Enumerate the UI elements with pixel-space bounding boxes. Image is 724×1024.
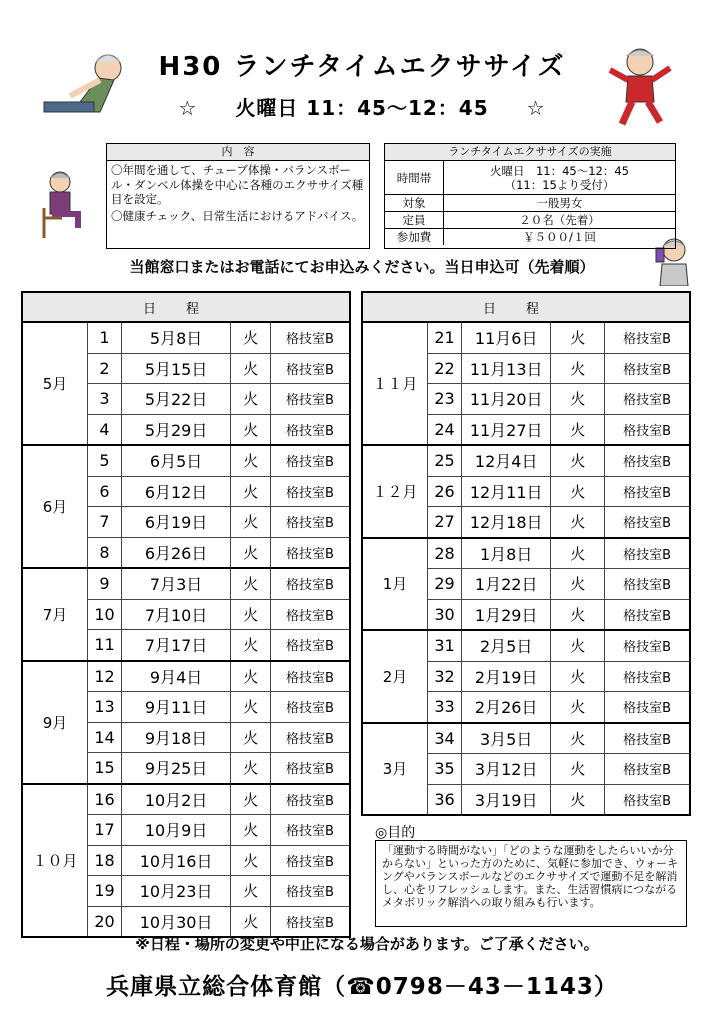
content-line: 〇健康チェック、日常生活におけるアドバイス。 xyxy=(111,208,364,223)
session-room: 格技室B xyxy=(271,322,350,353)
session-number: 31 xyxy=(428,630,462,661)
schedule-row xyxy=(22,784,350,815)
page-title: H30 ランチタイムエクササイズ xyxy=(158,52,566,82)
impl-value: ￥５００/１回 xyxy=(444,229,676,246)
session-number: 9 xyxy=(88,568,122,599)
impl-value: 一般男女 xyxy=(444,195,676,212)
session-weekday: 火 xyxy=(231,568,271,599)
impl-value: ２０名（先着） xyxy=(444,212,676,229)
session-weekday: 火 xyxy=(231,906,271,937)
session-number: 17 xyxy=(88,815,122,846)
star-icon: ☆ xyxy=(178,96,198,120)
session-weekday: 火 xyxy=(231,353,271,384)
session-weekday: 火 xyxy=(551,476,605,507)
session-date: 6月5日 xyxy=(121,445,230,476)
session-date: 10月2日 xyxy=(121,784,230,815)
session-room: 格技室B xyxy=(271,784,350,815)
session-weekday: 火 xyxy=(551,538,605,569)
session-date: 10月23日 xyxy=(121,876,230,907)
session-weekday: 火 xyxy=(551,322,605,353)
session-number: 10 xyxy=(88,599,122,630)
month-cell: 5月 xyxy=(22,322,88,445)
session-date: 1月29日 xyxy=(461,599,550,630)
session-room: 格技室B xyxy=(271,445,350,476)
session-date: 9月4日 xyxy=(121,661,230,692)
session-date: 2月26日 xyxy=(461,692,550,723)
session-room: 格技室B xyxy=(271,661,350,692)
session-weekday: 火 xyxy=(231,414,271,445)
schedule-row xyxy=(22,322,350,353)
session-room: 格技室B xyxy=(271,753,350,784)
schedule-row xyxy=(362,538,690,569)
session-weekday: 火 xyxy=(231,507,271,538)
session-room: 格技室B xyxy=(271,353,350,384)
session-date: 10月30日 xyxy=(121,906,230,937)
session-room: 格技室B xyxy=(271,384,350,415)
session-number: 26 xyxy=(428,476,462,507)
session-room: 格技室B xyxy=(605,754,690,785)
session-room: 格技室B xyxy=(271,722,350,753)
session-number: 30 xyxy=(428,599,462,630)
month-cell: 2月 xyxy=(362,630,428,723)
application-notice: 当館窓口またはお電話にてお申込みください。当日申込可（先着順） xyxy=(129,258,595,276)
session-room: 格技室B xyxy=(605,569,690,600)
session-weekday: 火 xyxy=(231,722,271,753)
schedule-table-left xyxy=(21,291,351,938)
session-room: 格技室B xyxy=(605,538,690,569)
session-number: 7 xyxy=(88,507,122,538)
schedule-row xyxy=(362,445,690,476)
content-heading: 内 容 xyxy=(107,144,369,161)
month-cell: １１月 xyxy=(362,322,428,445)
session-date: 1月8日 xyxy=(461,538,550,569)
implementation-table xyxy=(385,161,675,245)
session-date: 5月29日 xyxy=(121,414,230,445)
month-cell: 6月 xyxy=(22,445,88,568)
session-number: 36 xyxy=(428,784,462,815)
session-room: 格技室B xyxy=(605,353,690,384)
session-weekday: 火 xyxy=(231,692,271,723)
session-number: 2 xyxy=(88,353,122,384)
impl-row xyxy=(385,212,675,229)
session-number: 1 xyxy=(88,322,122,353)
month-cell: １０月 xyxy=(22,784,88,938)
session-date: 7月10日 xyxy=(121,599,230,630)
session-number: 19 xyxy=(88,876,122,907)
session-date: 12月11日 xyxy=(461,476,550,507)
content-line: 〇年間を通して、チューブ体操・バランスボール・ダンベル体操を中心に各種のエクササイズ種目を設定。 xyxy=(111,163,364,206)
session-room: 格技室B xyxy=(605,599,690,630)
session-date: 12月4日 xyxy=(461,445,550,476)
session-room: 格技室B xyxy=(271,414,350,445)
seated-elder-illustration xyxy=(38,168,94,240)
session-room: 格技室B xyxy=(271,845,350,876)
session-date: 3月19日 xyxy=(461,784,550,815)
implementation-box xyxy=(384,143,676,249)
impl-row xyxy=(385,229,675,246)
session-weekday: 火 xyxy=(231,815,271,846)
session-date: 5月15日 xyxy=(121,353,230,384)
session-number: 12 xyxy=(88,661,122,692)
session-room: 格技室B xyxy=(271,476,350,507)
session-date: 11月20日 xyxy=(461,384,550,415)
session-date: 11月13日 xyxy=(461,353,550,384)
month-cell: １２月 xyxy=(362,445,428,538)
session-weekday: 火 xyxy=(231,322,271,353)
session-date: 11月27日 xyxy=(461,414,550,445)
session-number: 35 xyxy=(428,754,462,785)
session-room: 格技室B xyxy=(271,537,350,568)
impl-row xyxy=(385,195,675,212)
session-weekday: 火 xyxy=(551,569,605,600)
schedule-header: 日程 xyxy=(22,292,350,322)
session-room: 格技室B xyxy=(605,507,690,538)
session-weekday: 火 xyxy=(551,353,605,384)
session-number: 25 xyxy=(428,445,462,476)
session-date: 5月22日 xyxy=(121,384,230,415)
session-number: 4 xyxy=(88,414,122,445)
session-room: 格技室B xyxy=(605,784,690,815)
impl-key: 参加費 xyxy=(385,229,444,246)
session-room: 格技室B xyxy=(605,692,690,723)
session-date: 9月25日 xyxy=(121,753,230,784)
session-number: 16 xyxy=(88,784,122,815)
impl-time: 火曜日 11：45～12：45 xyxy=(489,163,630,178)
session-room: 格技室B xyxy=(271,507,350,538)
session-date: 3月12日 xyxy=(461,754,550,785)
session-weekday: 火 xyxy=(231,599,271,630)
impl-value xyxy=(444,161,676,195)
session-room: 格技室B xyxy=(605,723,690,754)
session-date: 12月18日 xyxy=(461,507,550,538)
dancing-elder-illustration xyxy=(600,40,680,128)
month-cell: 7月 xyxy=(22,568,88,661)
schedule-row xyxy=(22,568,350,599)
schedule-row xyxy=(22,445,350,476)
month-cell: 3月 xyxy=(362,723,428,816)
session-number: 3 xyxy=(88,384,122,415)
session-number: 6 xyxy=(88,476,122,507)
impl-key: 対象 xyxy=(385,195,444,212)
session-room: 格技室B xyxy=(605,414,690,445)
session-number: 13 xyxy=(88,692,122,723)
session-number: 5 xyxy=(88,445,122,476)
subtitle-text: 火曜日 11：45～12：45 xyxy=(235,96,489,120)
session-number: 34 xyxy=(428,723,462,754)
session-number: 20 xyxy=(88,906,122,937)
session-date: 10月16日 xyxy=(121,845,230,876)
session-weekday: 火 xyxy=(231,845,271,876)
session-date: 9月11日 xyxy=(121,692,230,723)
session-weekday: 火 xyxy=(551,414,605,445)
impl-row xyxy=(385,161,675,195)
session-number: 8 xyxy=(88,537,122,568)
session-number: 27 xyxy=(428,507,462,538)
session-weekday: 火 xyxy=(551,723,605,754)
session-weekday: 火 xyxy=(231,784,271,815)
session-weekday: 火 xyxy=(231,876,271,907)
session-date: 3月5日 xyxy=(461,723,550,754)
session-date: 9月18日 xyxy=(121,722,230,753)
session-weekday: 火 xyxy=(551,445,605,476)
session-weekday: 火 xyxy=(231,630,271,661)
session-room: 格技室B xyxy=(271,599,350,630)
schedule-row xyxy=(362,322,690,353)
implementation-heading: ランチタイムエクササイズの実施 xyxy=(385,144,675,161)
content-box xyxy=(106,143,370,249)
schedule-row xyxy=(22,661,350,692)
session-weekday: 火 xyxy=(231,445,271,476)
impl-reception: （11：15より受付） xyxy=(504,177,615,192)
session-date: 11月6日 xyxy=(461,322,550,353)
session-room: 格技室B xyxy=(271,630,350,661)
schedule-row xyxy=(362,723,690,754)
session-number: 32 xyxy=(428,661,462,692)
session-weekday: 火 xyxy=(231,661,271,692)
session-number: 22 xyxy=(428,353,462,384)
session-number: 11 xyxy=(88,630,122,661)
session-date: 6月26日 xyxy=(121,537,230,568)
session-number: 29 xyxy=(428,569,462,600)
session-date: 6月12日 xyxy=(121,476,230,507)
purpose-box: 「運動する時間がない」「どのような運動をしたらいいか分からない」といった方のために、気軽に参加でき、ウォーキングやバランスボールなどのエクササイズで運動不足を解消し、心をリフレッシュします。また、生活習慣病につながるメタボリック解消への取り組みも行います。 xyxy=(375,840,687,927)
session-room: 格技室B xyxy=(605,630,690,661)
session-weekday: 火 xyxy=(231,384,271,415)
session-number: 21 xyxy=(428,322,462,353)
month-cell: 9月 xyxy=(22,661,88,784)
stretching-elder-illustration xyxy=(40,40,132,122)
session-weekday: 火 xyxy=(231,753,271,784)
session-number: 15 xyxy=(88,753,122,784)
session-number: 18 xyxy=(88,845,122,876)
session-weekday: 火 xyxy=(551,784,605,815)
session-weekday: 火 xyxy=(551,692,605,723)
session-weekday: 火 xyxy=(231,476,271,507)
session-room: 格技室B xyxy=(605,445,690,476)
session-weekday: 火 xyxy=(551,507,605,538)
schedule-row xyxy=(362,630,690,661)
session-weekday: 火 xyxy=(231,537,271,568)
session-room: 格技室B xyxy=(605,476,690,507)
venue-contact: 兵庫県立総合体育館（☎0798－43－1143） xyxy=(106,974,618,1000)
purpose-title: ◎目的 xyxy=(375,825,416,841)
session-room: 格技室B xyxy=(271,815,350,846)
session-number: 33 xyxy=(428,692,462,723)
session-date: 6月19日 xyxy=(121,507,230,538)
change-notice: ※日程・場所の変更や中止になる場合があります。ご了承ください。 xyxy=(135,935,599,953)
session-weekday: 火 xyxy=(551,661,605,692)
session-room: 格技室B xyxy=(271,876,350,907)
session-weekday: 火 xyxy=(551,384,605,415)
session-room: 格技室B xyxy=(605,322,690,353)
session-number: 24 xyxy=(428,414,462,445)
session-number: 23 xyxy=(428,384,462,415)
session-room: 格技室B xyxy=(271,568,350,599)
schedule-header: 日程 xyxy=(362,292,690,322)
session-date: 2月5日 xyxy=(461,630,550,661)
session-room: 格技室B xyxy=(605,661,690,692)
session-room: 格技室B xyxy=(271,906,350,937)
session-date: 7月17日 xyxy=(121,630,230,661)
session-date: 10月9日 xyxy=(121,815,230,846)
session-room: 格技室B xyxy=(271,692,350,723)
impl-key: 時間帯 xyxy=(385,161,444,195)
session-date: 1月22日 xyxy=(461,569,550,600)
session-weekday: 火 xyxy=(551,754,605,785)
star-icon: ☆ xyxy=(526,96,546,120)
session-weekday: 火 xyxy=(551,599,605,630)
session-date: 5月8日 xyxy=(121,322,230,353)
session-room: 格技室B xyxy=(605,384,690,415)
session-date: 2月19日 xyxy=(461,661,550,692)
session-weekday: 火 xyxy=(551,630,605,661)
session-number: 28 xyxy=(428,538,462,569)
month-cell: 1月 xyxy=(362,538,428,631)
session-number: 14 xyxy=(88,722,122,753)
session-date: 7月3日 xyxy=(121,568,230,599)
schedule-table-right xyxy=(361,291,691,816)
impl-key: 定員 xyxy=(385,212,444,229)
